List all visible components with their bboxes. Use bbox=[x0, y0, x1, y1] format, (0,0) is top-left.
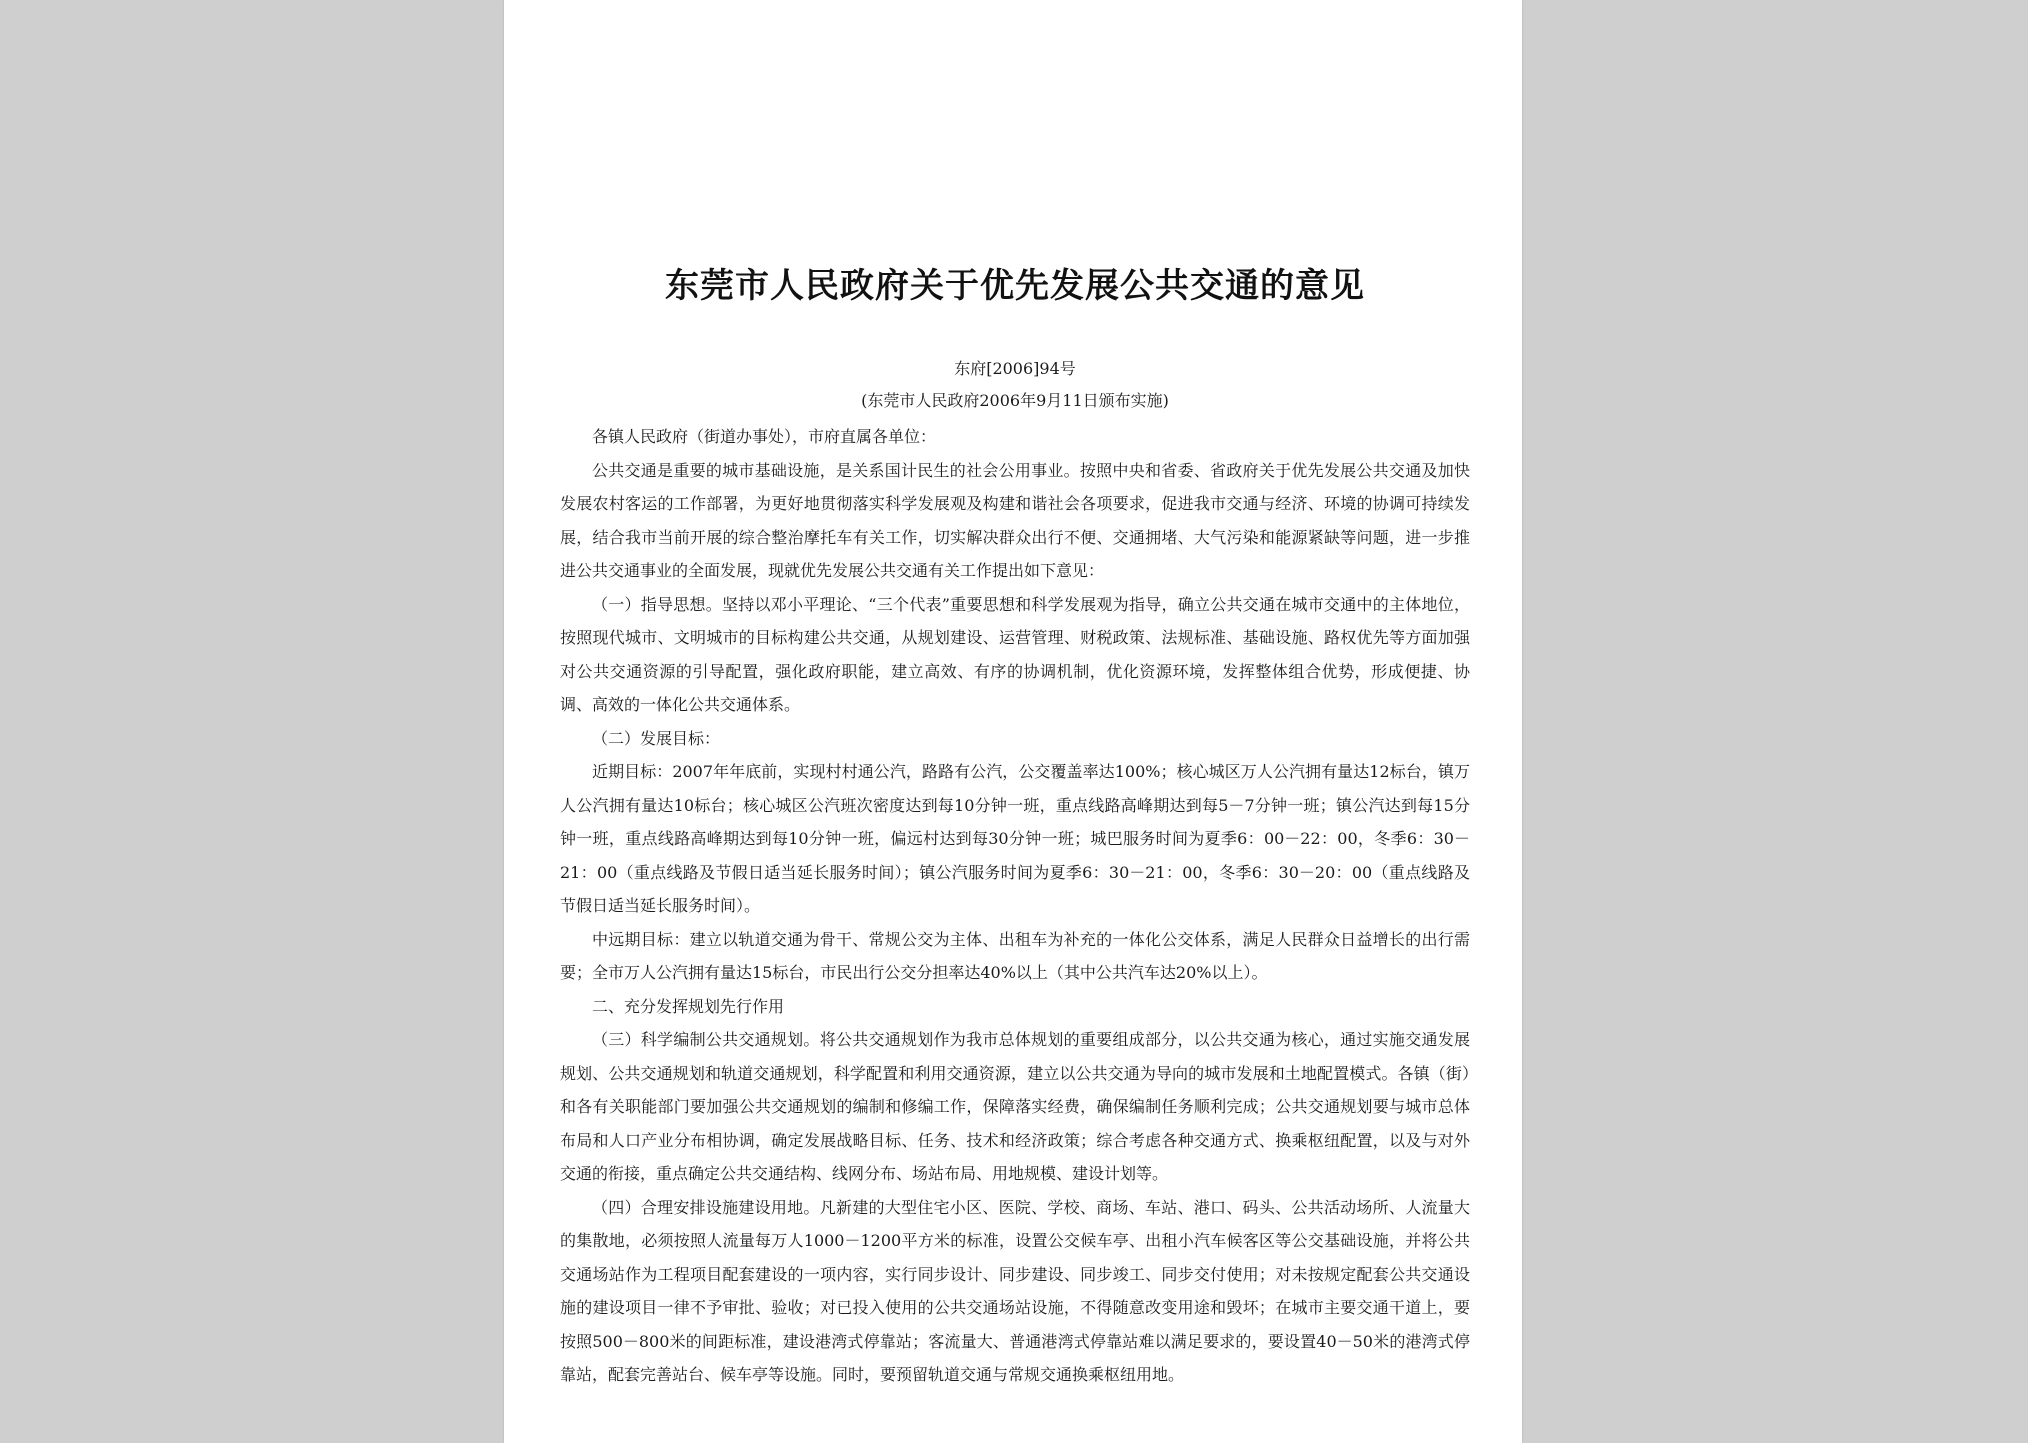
document-body bbox=[560, 420, 1470, 1392]
issue-note: (东莞市人民政府2006年9月11日颁布实施) bbox=[861, 391, 1169, 410]
document-page bbox=[504, 0, 1522, 1443]
paragraph: （一）指导思想。坚持以邓小平理论、“三个代表”重要思想和科学发展观为指导，确立公共交通在城市交通中的主体地位，按照现代城市、文明城市的目标构建公共交通，从规划建设、运营管理、财税政策、法规标准、基础设施、路权优先等方面加强对公共交通资源的引导配置，强化政府职能，建立高效、有序的协调机制，优化资源环境，发挥整体组合优势，形成便捷、协调、高效的一体化公共交通体系。 bbox=[560, 594, 1470, 714]
paragraph: 各镇人民政府（街道办事处），市府直属各单位： bbox=[592, 427, 937, 446]
paragraph: 近期目标：2007年年底前，实现村村通公汽，路路有公汽，公交覆盖率达100%；核心城区万人公汽拥有量达12标台，镇万人公汽拥有量达10标台；核心城区公汽班次密度达到每10分钟一班，重点线路高峰期达到每5－7分钟一班；镇公汽达到每15分钟一班，重点线路高峰期达到每10分钟一班，偏远村达到每30分钟一班；城巴服务时间为夏季6：00－22：00，冬季6：30－21：00（重点线路及节假日适当延长服务时间）；镇公汽服务时间为夏季6：30－21：00，冬季6：30－20：00（重点线路及节假日适当延长服务时间）。 bbox=[560, 762, 1470, 915]
paragraph: 公共交通是重要的城市基础设施，是关系国计民生的社会公用事业。按照中央和省委、省政府关于优先发展公共交通及加快发展农村客运的工作部署，为更好地贯彻落实科学发展观及构建和谐社会各项要求，促进我市交通与经济、环境的协调可持续发展，结合我市当前开展的综合整治摩托车有关工作，切实解决群众出行不便、交通拥堵、大气污染和能源紧缺等问题，进一步推进公共交通事业的全面发展，现就优先发展公共交通有关工作提出如下意见： bbox=[560, 460, 1470, 580]
paragraph: （四）合理安排设施建设用地。凡新建的大型住宅小区、医院、学校、商场、车站、港口、码头、公共活动场所、人流量大的集散地，必须按照人流量每万人1000－1200平方米的标准，设置公交候车亭、出租小汽车候客区等公交基础设施，并将公共交通场站作为工程项目配套建设的一项内容，实行同步设计、同步建设、同步竣工、同步交付使用；对未按规定配套公共交通设施的建设项目一律不予审批、验收；对已投入使用的公共交通场站设施，不得随意改变用途和毁坏；在城市主要交通干道上，要按照500－800米的间距标准，建设港湾式停靠站；客流量大、普通港湾式停靠站难以满足要求的，要设置40－50米的港湾式停靠站，配套完善站台、候车亭等设施。同时，要预留轨道交通与常规交通换乘枢纽用地。 bbox=[560, 1197, 1470, 1384]
document-number: 东府[2006]94号 bbox=[954, 359, 1076, 378]
section-heading: 二、充分发挥规划先行作用 bbox=[592, 996, 785, 1016]
paragraph: 中远期目标：建立以轨道交通为骨干、常规公交为主体、出租车为补充的一体化公交体系，满足人民群众日益增长的出行需要；全市万人公汽拥有量达15标台，市民出行公交分担率达40%以上（其中公共汽车达20%以上）。 bbox=[560, 929, 1470, 982]
paragraph: （二）发展目标： bbox=[592, 728, 721, 748]
paragraph: （三）科学编制公共交通规划。将公共交通规划作为我市总体规划的重要组成部分，以公共交通为核心，通过实施交通发展规划、公共交通规划和轨道交通规划，科学配置和利用交通资源，建立以公共交通为导向的城市发展和土地配置模式。各镇（街）和各有关职能部门要加强公共交通规划的编制和修编工作，保障落实经费，确保编制任务顺利完成；公共交通规划要与城市总体布局和人口产业分布相协调，确定发展战略目标、任务、技术和经济政策；综合考虑各种交通方式、换乘枢纽配置，以及与对外交通的衔接，重点确定公共交通结构、线网分布、场站布局、用地规模、建设计划等。 bbox=[560, 1030, 1470, 1183]
document-title: 东莞市人民政府关于优先发展公共交通的意见 bbox=[665, 266, 1365, 306]
